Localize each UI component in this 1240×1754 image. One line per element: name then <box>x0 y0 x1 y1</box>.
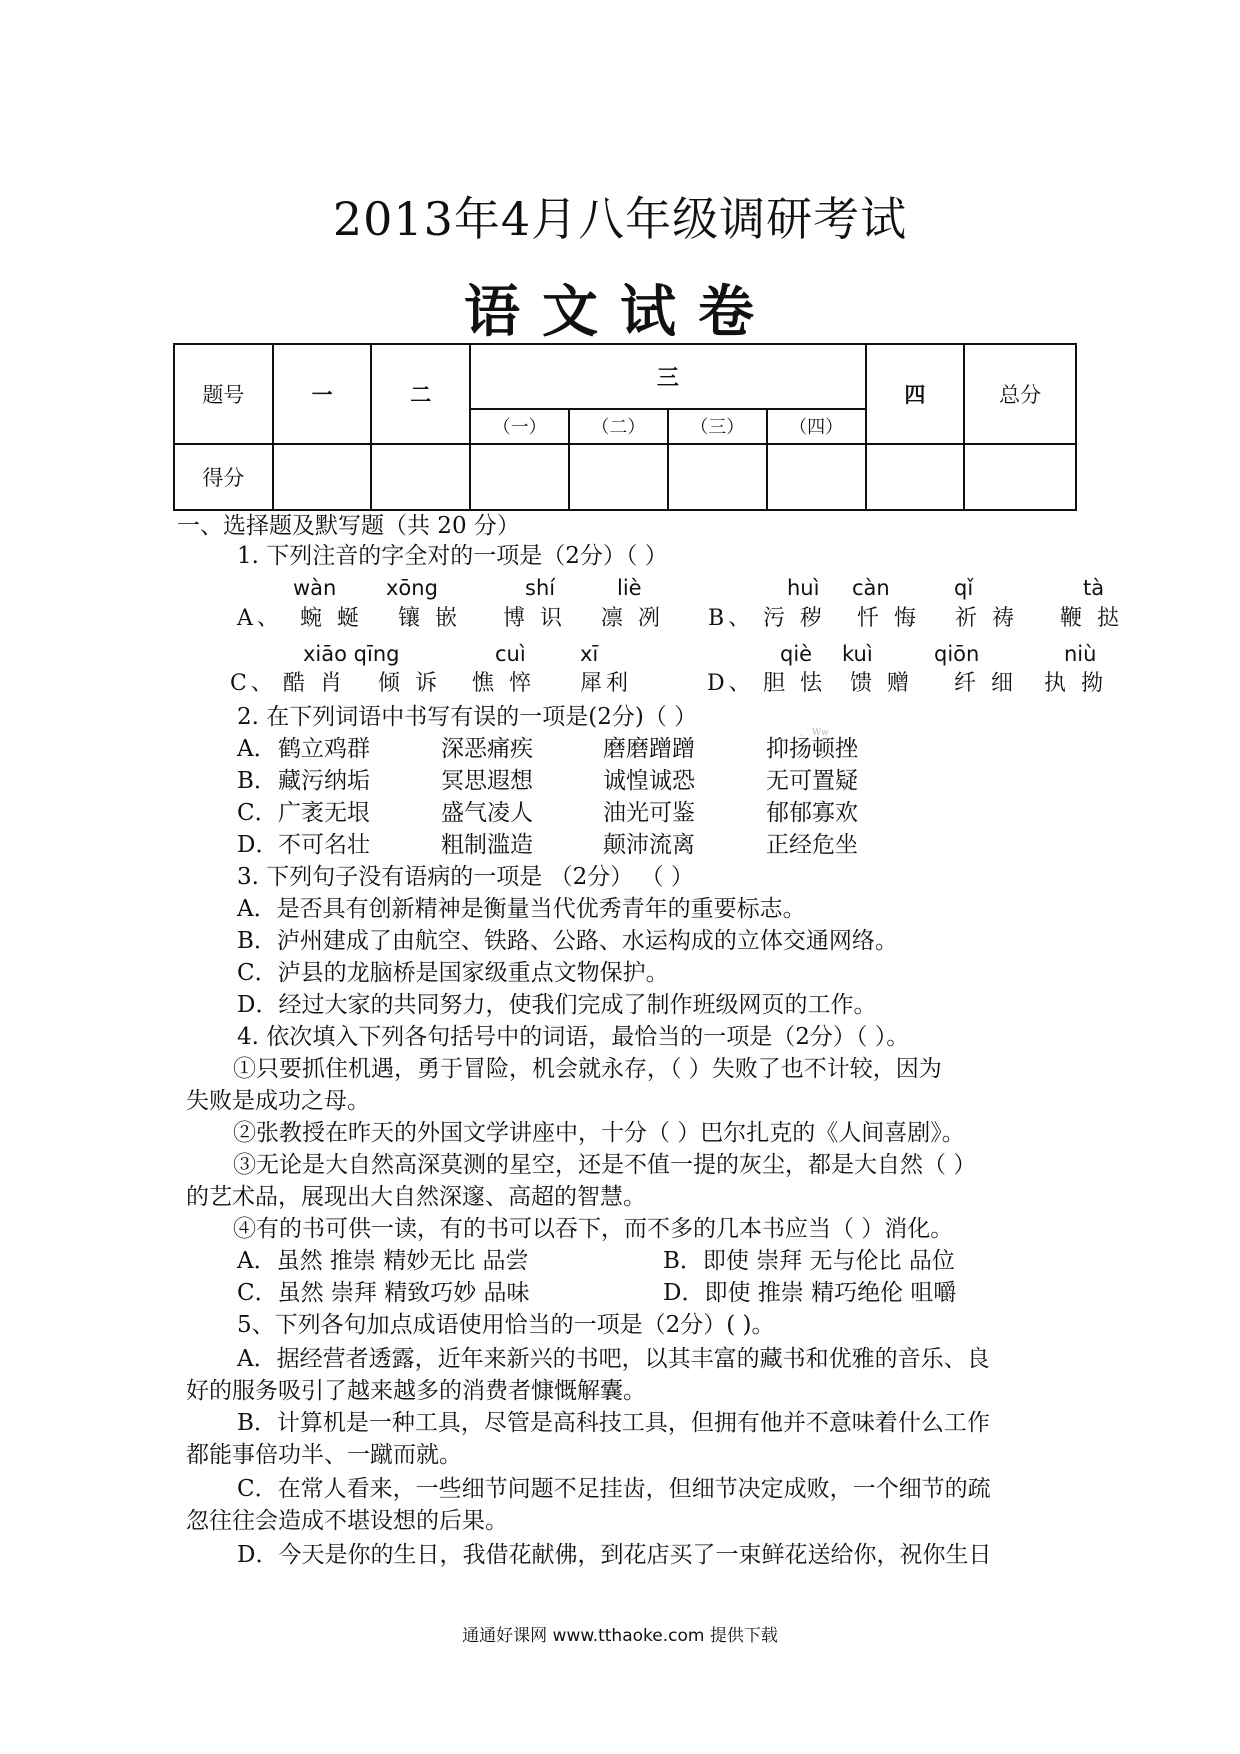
q1-word: 馈 赠 <box>850 671 913 696</box>
q2-word: 郁郁寡欢 <box>766 800 858 826</box>
score-cell[interactable] <box>866 444 965 510</box>
score-header-part1: 一 <box>273 344 372 444</box>
q1-word: 凛 冽 <box>601 606 664 631</box>
q4-sentence-2: ②张教授在昨天的外国文学讲座中，十分（ ）巴尔扎克的《人间喜剧》。 <box>233 1120 965 1146</box>
q5-option-c: C．在常人看来，一些细节问题不足挂齿，但细节决定成败，一个细节的疏 <box>237 1476 991 1502</box>
q1-option-b-label: B、 <box>708 606 755 631</box>
score-cell[interactable] <box>668 444 767 510</box>
q4-option-a: A．虽然 推崇 精妙无比 品尝 <box>237 1248 529 1274</box>
q2-word: 抑扬顿挫 <box>766 736 858 762</box>
pinyin: kuì <box>842 642 873 666</box>
q4-sentence-3: ③无论是大自然高深莫测的星空，还是不值一提的灰尘，都是大自然（ ） <box>233 1152 977 1178</box>
score-cell[interactable] <box>273 444 372 510</box>
footer-credit: 通通好课网 www.tthaoke.com 提供下载 <box>462 1626 778 1646</box>
q5-option-c-cont: 忽往往会造成不堪设想的后果。 <box>186 1508 508 1534</box>
q5-option-b-cont: 都能事倍功半、一蹴而就。 <box>186 1442 462 1468</box>
pinyin: cuì <box>495 642 526 666</box>
q3-option-c: C．泸县的龙脑桥是国家级重点文物保护。 <box>237 960 669 986</box>
q1-option-c-label: C、 <box>230 671 277 696</box>
score-subheader-3-3: （三） <box>668 409 767 444</box>
q2-word: 不可名壮 <box>278 832 370 858</box>
pinyin: qiè <box>780 642 813 666</box>
q2-word: 深恶痛疾 <box>441 736 533 762</box>
q1-stem: 1. 下列注音的字全对的一项是（2分）（ ） <box>237 543 668 569</box>
pinyin: wàn <box>293 576 337 600</box>
score-subheader-3-4: （四） <box>767 409 866 444</box>
q2-word: 油光可鉴 <box>603 800 695 826</box>
q2-option-label: A． <box>237 736 277 762</box>
q2-word: 颠沛流离 <box>603 832 695 858</box>
score-cell[interactable] <box>470 444 569 510</box>
q3-option-d: D．经过大家的共同努力，使我们完成了制作班级网页的工作。 <box>237 992 877 1018</box>
q4-sentence-1-cont: 失败是成功之母。 <box>186 1088 370 1114</box>
q1-word: 犀利 <box>580 671 633 696</box>
q4-option-b: B．即使 崇拜 无与伦比 品位 <box>663 1248 955 1274</box>
q5-option-b: B．计算机是一种工具，尽管是高科技工具，但拥有他并不意味着什么工作 <box>237 1410 990 1436</box>
q1-word: 祈 祷 <box>955 606 1018 631</box>
pinyin: qiōn <box>934 642 980 666</box>
pinyin: niù <box>1064 642 1097 666</box>
q2-word: 藏污纳垢 <box>278 768 370 794</box>
q1-word: 倾 诉 <box>378 671 441 696</box>
q3-option-b: B．泸州建成了由航空、铁路、公路、水运构成的立体交通网络。 <box>237 928 898 954</box>
paper-subtitle: 语文试卷 <box>464 280 776 345</box>
q2-word: 磨磨蹭蹭 <box>603 736 695 762</box>
q1-word: 酷 肖 <box>283 671 346 696</box>
score-row-label: 得分 <box>174 444 273 510</box>
q1-word: 憔 悴 <box>472 671 535 696</box>
faint-mark: 。 Ww <box>800 728 829 738</box>
q4-option-d: D．即使 推崇 精巧绝伦 咀嚼 <box>663 1280 957 1306</box>
q1-word: 纤 细 <box>954 671 1017 696</box>
q1-word: 蜿 蜒 <box>300 606 363 631</box>
q5-stem: 5、下列各句加点成语使用恰当的一项是（2分）( )。 <box>237 1312 775 1338</box>
q4-sentence-4: ④有的书可供一读，有的书可以吞下，而不多的几本书应当（ ）消化。 <box>233 1216 954 1242</box>
score-table <box>173 343 1077 511</box>
q1-word: 鞭 挞 <box>1060 606 1123 631</box>
pinyin: càn <box>852 576 890 600</box>
q2-option-label: B． <box>237 768 277 794</box>
score-header-part2: 二 <box>371 344 470 444</box>
q2-word: 正经危坐 <box>766 832 858 858</box>
q2-word: 盛气凌人 <box>441 800 533 826</box>
q5-option-d: D．今天是你的生日，我借花献佛，到花店买了一束鲜花送给你，祝你生日 <box>237 1542 992 1568</box>
q2-word: 冥思遐想 <box>441 768 533 794</box>
score-header-part3: 三 <box>470 344 865 409</box>
exam-title: 2013年4月八年级调研考试 <box>332 192 908 246</box>
score-cell[interactable] <box>964 444 1076 510</box>
score-cell[interactable] <box>569 444 668 510</box>
q3-stem: 3. 下列句子没有语病的一项是 （2分） （ ） <box>237 864 694 890</box>
q1-word: 镶 嵌 <box>398 606 461 631</box>
q3-option-a: A．是否具有创新精神是衡量当代优秀青年的重要标志。 <box>237 896 806 922</box>
section-title: 一、选择题及默写题（共 20 分） <box>177 513 520 539</box>
pinyin: xōng <box>386 576 438 600</box>
score-header-total: 总分 <box>964 344 1076 444</box>
score-header-question-no: 题号 <box>174 344 273 444</box>
score-header-part4: 四 <box>866 344 965 444</box>
q1-word: 忏 悔 <box>857 606 920 631</box>
q1-option-d-label: D、 <box>707 671 755 696</box>
q2-option-label: C． <box>237 800 278 826</box>
pinyin: xiāo qīng <box>303 642 400 666</box>
q1-word: 博 识 <box>503 606 566 631</box>
q4-option-c: C．虽然 崇拜 精致巧妙 品味 <box>237 1280 530 1306</box>
q2-option-label: D． <box>237 832 279 858</box>
score-subheader-3-1: （一） <box>470 409 569 444</box>
q1-word: 污 秽 <box>763 606 826 631</box>
q2-word: 无可置疑 <box>766 768 858 794</box>
score-subheader-3-2: （二） <box>569 409 668 444</box>
q2-word: 诚惶诚恐 <box>603 768 695 794</box>
q5-option-a-cont: 好的服务吸引了越来越多的消费者慷慨解囊。 <box>186 1378 646 1404</box>
q4-sentence-1: ①只要抓住机遇，勇于冒险，机会就永存，（ ）失败了也不计较，因为 <box>233 1056 942 1082</box>
pinyin: xī <box>580 642 599 666</box>
q1-option-a-label: A、 <box>237 606 283 631</box>
q2-word: 粗制滥造 <box>441 832 533 858</box>
pinyin: tà <box>1083 576 1105 600</box>
q1-word: 胆 怯 <box>763 671 826 696</box>
q2-stem: 2. 在下列词语中书写有误的一项是(2分)（ ） <box>237 704 698 730</box>
q4-stem: 4. 依次填入下列各句括号中的词语，最恰当的一项是（2分）（ ）。 <box>237 1024 910 1050</box>
pinyin: shí <box>525 576 556 600</box>
score-cell[interactable] <box>767 444 866 510</box>
pinyin: huì <box>787 576 820 600</box>
q4-sentence-3-cont: 的艺术品，展现出大自然深邃、高超的智慧。 <box>186 1184 646 1210</box>
pinyin: liè <box>617 576 642 600</box>
q2-word: 鹤立鸡群 <box>278 736 370 762</box>
score-cell[interactable] <box>371 444 470 510</box>
pinyin: qǐ <box>954 576 974 600</box>
q2-word: 广袤无垠 <box>278 800 370 826</box>
q1-word: 执 拗 <box>1044 671 1107 696</box>
q5-option-a: A．据经营者透露，近年来新兴的书吧，以其丰富的藏书和优雅的音乐、良 <box>237 1346 990 1372</box>
